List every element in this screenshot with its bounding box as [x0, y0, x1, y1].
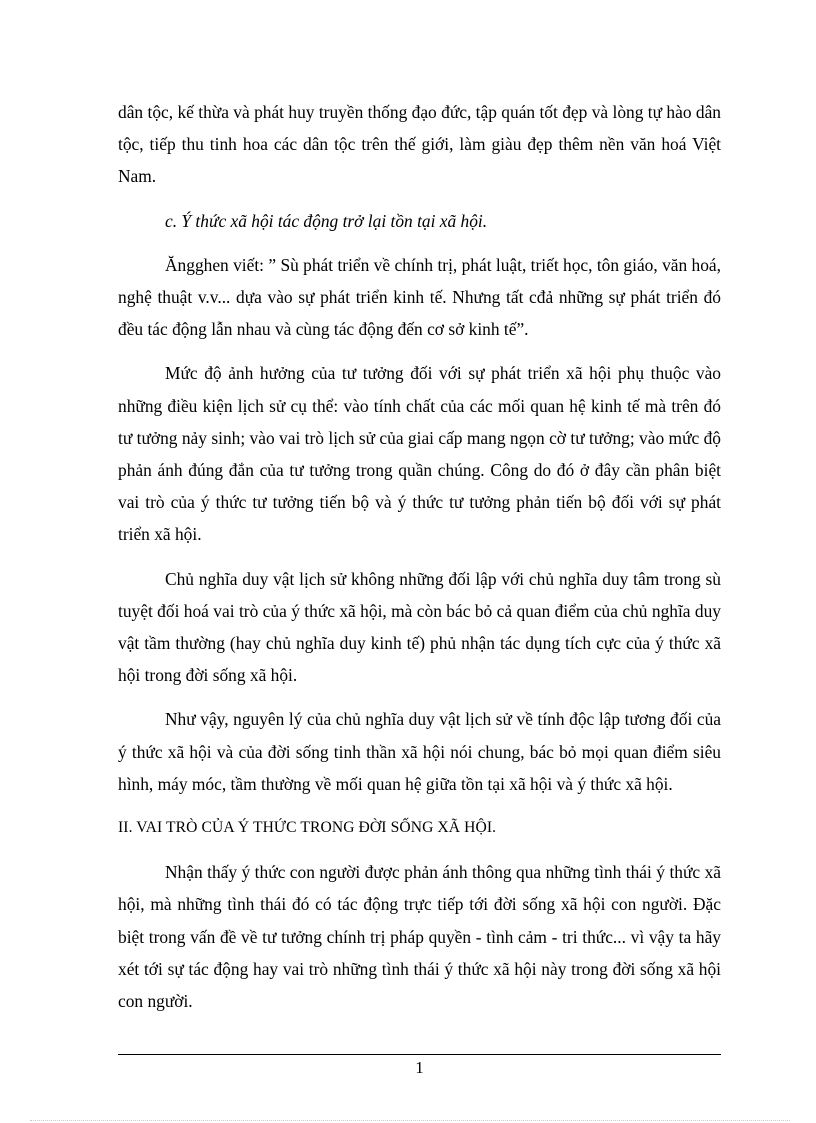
paragraph-materialism: Chủ nghĩa duy vật lịch sử không những đối lập với chủ nghĩa duy tâm trong sù tuyệt đối hoá vai trò của ý thức xã hội, mà còn bác bỏ cả quan điểm của chủ nghĩa duy vật tầm thường (hay chủ nghĩa duy kinh tế) phủ nhận tác dụng tích cực của ý thức xã hội trong đời sống xã hội. [118, 568, 721, 686]
document-body [118, 96, 721, 1029]
page-number: 1 [415, 1058, 424, 1077]
footer-divider [118, 1054, 721, 1055]
paragraph-influence: Mức độ ảnh hưởng của tư tưởng đối với sự phát triển xã hội phụ thuộc vào những điều kiện lịch sử cụ thể: vào tính chất của các mối quan hệ kinh tế mà trên đó tư tưởng nảy sinh; vào vai trò lịch sử của giai cấp mang ngọn cờ tư tưởng; vào mức độ phản ánh đúng đắn của tư tưởng trong quần chúng. Công do đó ở đây cần phân biệt vai trò của ý thức tư tưởng tiến bộ và ý thức tư tưởng phản tiến bộ đối với sự phát triển xã hội. [118, 363, 721, 545]
paragraph-continuation: dân tộc, kế thừa và phát huy truyền thống đạo đức, tập quán tốt đẹp và lòng tự hào dân tộc, tiếp thu tinh hoa các dân tộc trên thế giới, làm giàu đẹp thêm nền văn hoá Việt Nam. [118, 102, 721, 187]
paragraph-conclusion: Như vậy, nguyên lý của chủ nghĩa duy vật lịch sử về tính độc lập tương đối của ý thức xã hội và của đời sống tinh thần xã hội nói chung, bác bỏ mọi quan điểm siêu hình, máy móc, tầm thường về mối quan hệ giữa tồn tại xã hội và ý thức xã hội. [118, 709, 721, 794]
subheading-c: c. Ý thức xã hội tác động trở lại tồn tại xã hội. [165, 210, 488, 231]
page-edge-divider [30, 1120, 790, 1121]
paragraph-role-of-consciousness: Nhận thấy ý thức con người được phản ánh thông qua những tình thái ý thức xã hội, mà những tình thái đó có tác động trực tiếp tới đời sống xã hội con người. Đặc biệt trong vấn đề về tư tưởng chính trị pháp quyền - tình cảm - tri thức... vì vậy ta hãy xét tới sự tác động hay vai trò những tình thái ý thức xã hội này trong đời sống xã hội con người. [118, 862, 721, 1012]
paragraph-engels-quote: Ăngghen viết: ” Sù phát triển về chính trị, phát luật, triết học, tôn giáo, văn hoá, nghệ thuật v.v... dựa vào sự phát triển kinh tế. Nhưng tất cđả những sự phát triển đó đều tác động lẫn nhau và cùng tác động đến cơ sở kinh tế”. [118, 254, 721, 340]
section-heading-ii: II. VAI TRÒ CỦA Ý THỨC TRONG ĐỜI SỐNG XÃ HỘI. [118, 819, 497, 837]
